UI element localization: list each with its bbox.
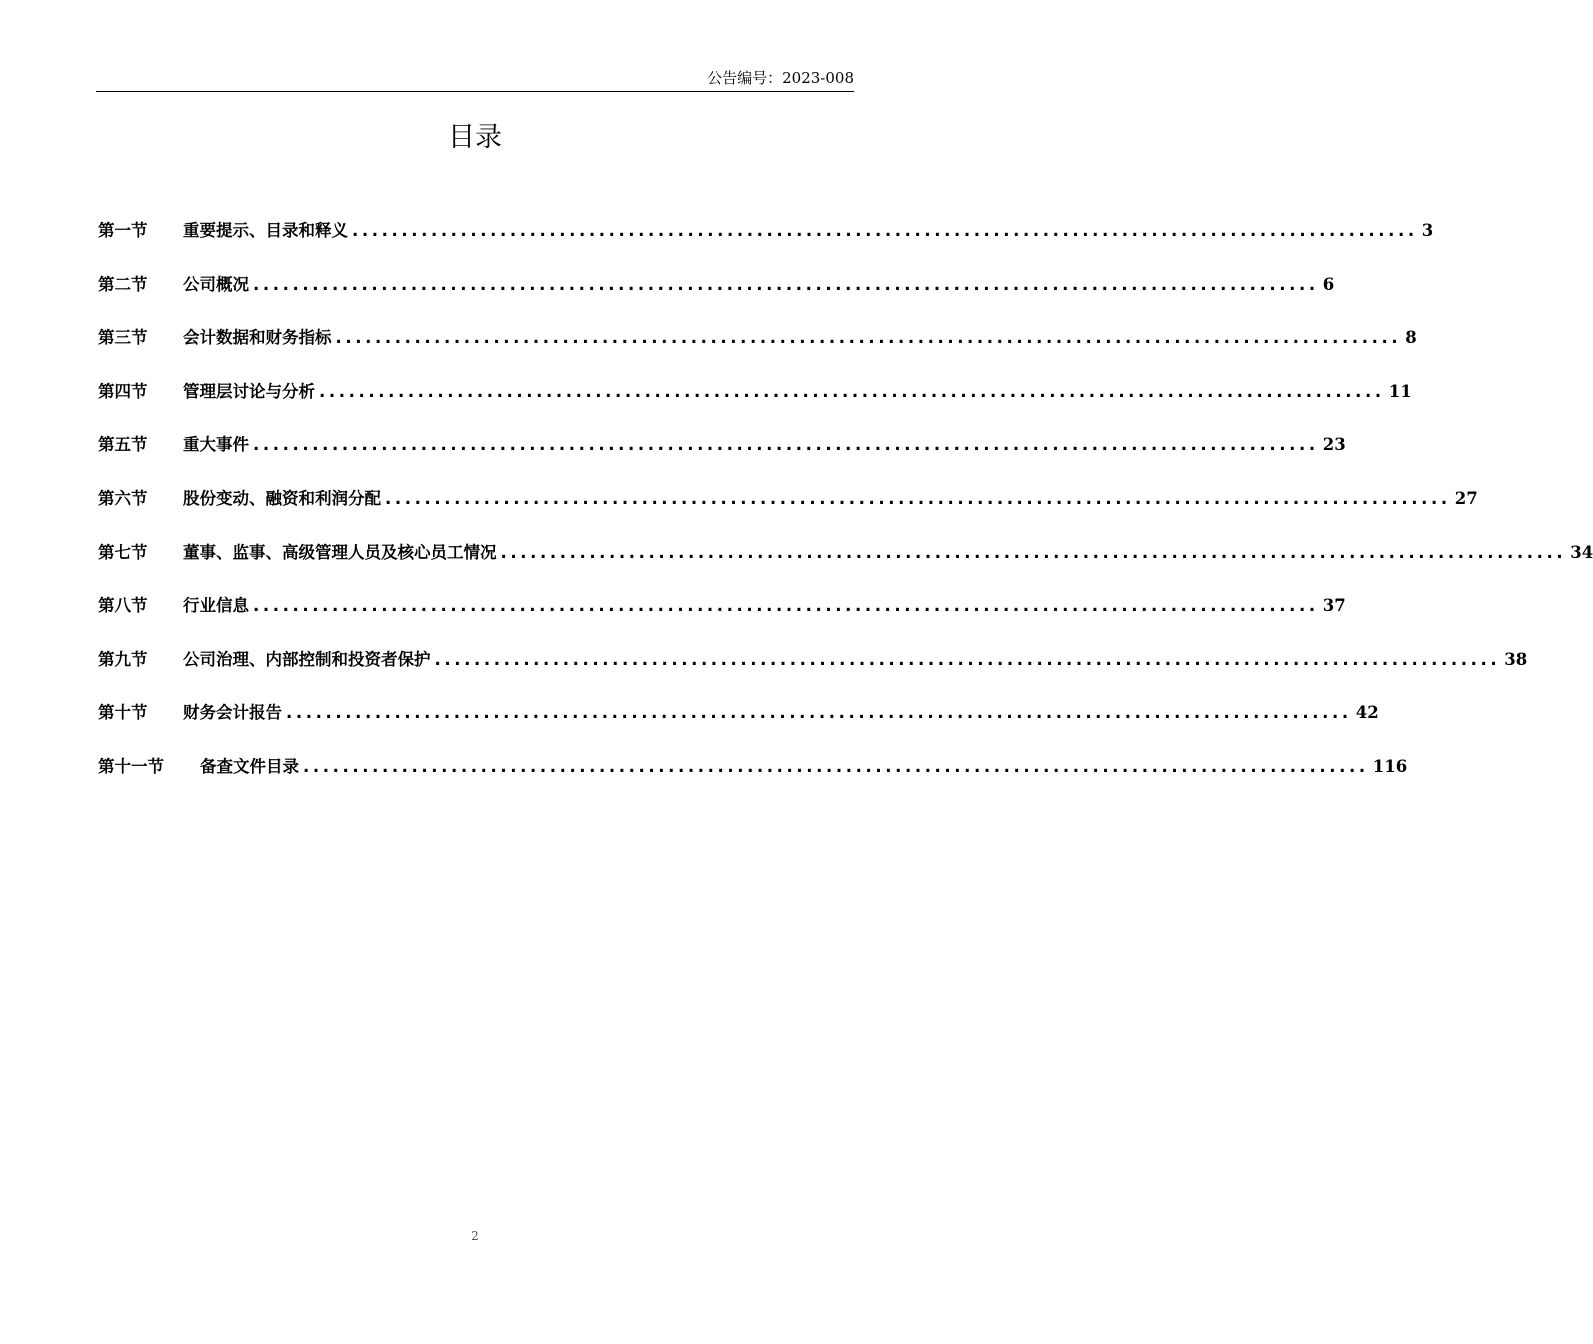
toc-section-number: 第四节 — [98, 381, 148, 401]
toc-section-title: 行业信息 — [183, 596, 249, 616]
toc-section-title: 股份变动、融资和利润分配 — [183, 488, 381, 508]
toc-page-number: 23 — [1322, 435, 1346, 455]
toc-entry[interactable] — [98, 323, 1417, 377]
toc-section-title: 公司治理、内部控制和投资者保护 — [183, 649, 431, 669]
toc-page-number: 8 — [1405, 328, 1417, 348]
toc-leader-dots: ............................................................................................................ — [500, 542, 1567, 562]
toc-section-title: 重要提示、目录和释义 — [183, 221, 348, 240]
toc-page-number: 6 — [1322, 274, 1335, 294]
page-header — [96, 66, 854, 92]
toc-page-number: 11 — [1388, 381, 1412, 401]
toc-entry[interactable] — [98, 698, 1379, 752]
toc-page-number: 27 — [1454, 488, 1478, 508]
toc-leader-dots: ............................................................................................................ — [253, 274, 1319, 294]
toc-leader-dots: ............................................................................................................ — [434, 649, 1501, 669]
toc-entry[interactable] — [98, 752, 1408, 806]
toc-section-number: 第二节 — [98, 274, 148, 294]
table-of-contents — [98, 216, 1593, 806]
toc-section-title: 重大事件 — [183, 435, 249, 455]
toc-section-number: 第五节 — [98, 435, 148, 455]
toc-section-title: 管理层讨论与分析 — [183, 381, 315, 401]
toc-entry[interactable] — [98, 538, 1593, 592]
toc-page-number: 3 — [1421, 221, 1434, 240]
toc-entry[interactable] — [98, 484, 1478, 538]
toc-entry[interactable] — [98, 377, 1412, 431]
toc-entry[interactable] — [98, 430, 1346, 484]
toc-section-number: 第十一节 — [98, 756, 164, 776]
toc-section-title: 会计数据和财务指标 — [183, 328, 332, 348]
toc-section-number: 第九节 — [98, 649, 148, 669]
toc-page-number: 37 — [1322, 596, 1346, 616]
toc-leader-dots: ............................................................................................................ — [352, 221, 1418, 240]
toc-section-number: 第一节 — [98, 221, 148, 240]
toc-section-number: 第八节 — [98, 596, 148, 616]
toc-entry[interactable] — [98, 645, 1528, 699]
toc-leader-dots: ............................................................................................................ — [335, 328, 1402, 348]
toc-section-number: 第七节 — [98, 542, 148, 562]
announcement-number: 公告编号：2023-008 — [707, 69, 854, 87]
toc-leader-dots: ............................................................................................................ — [253, 435, 1319, 455]
toc-leader-dots: ............................................................................................................ — [385, 488, 1451, 508]
toc-section-number: 第六节 — [98, 488, 148, 508]
toc-leader-dots: ............................................................................................................ — [253, 596, 1319, 616]
toc-page-number: 38 — [1504, 649, 1528, 669]
toc-leader-dots: ............................................................................................................ — [319, 381, 1385, 401]
toc-section-number: 第三节 — [98, 328, 148, 348]
toc-page-number: 116 — [1372, 756, 1408, 776]
toc-section-title: 备查文件目录 — [200, 756, 299, 776]
toc-entry[interactable] — [98, 591, 1346, 645]
toc-section-number: 第十节 — [98, 703, 148, 723]
toc-page-number: 34 — [1570, 542, 1593, 562]
toc-section-title: 董事、监事、高级管理人员及核心员工情况 — [183, 542, 497, 562]
toc-leader-dots: ............................................................................................................ — [286, 703, 1352, 723]
page-title: 目录 — [448, 122, 502, 153]
toc-leader-dots: ............................................................................................................ — [303, 756, 1369, 776]
toc-section-title: 财务会计报告 — [183, 703, 282, 723]
toc-entry[interactable] — [98, 216, 1434, 270]
toc-entry[interactable] — [98, 270, 1335, 324]
toc-section-title: 公司概况 — [183, 274, 249, 294]
toc-page-number: 42 — [1355, 703, 1379, 723]
page-number: 2 — [471, 1229, 479, 1243]
